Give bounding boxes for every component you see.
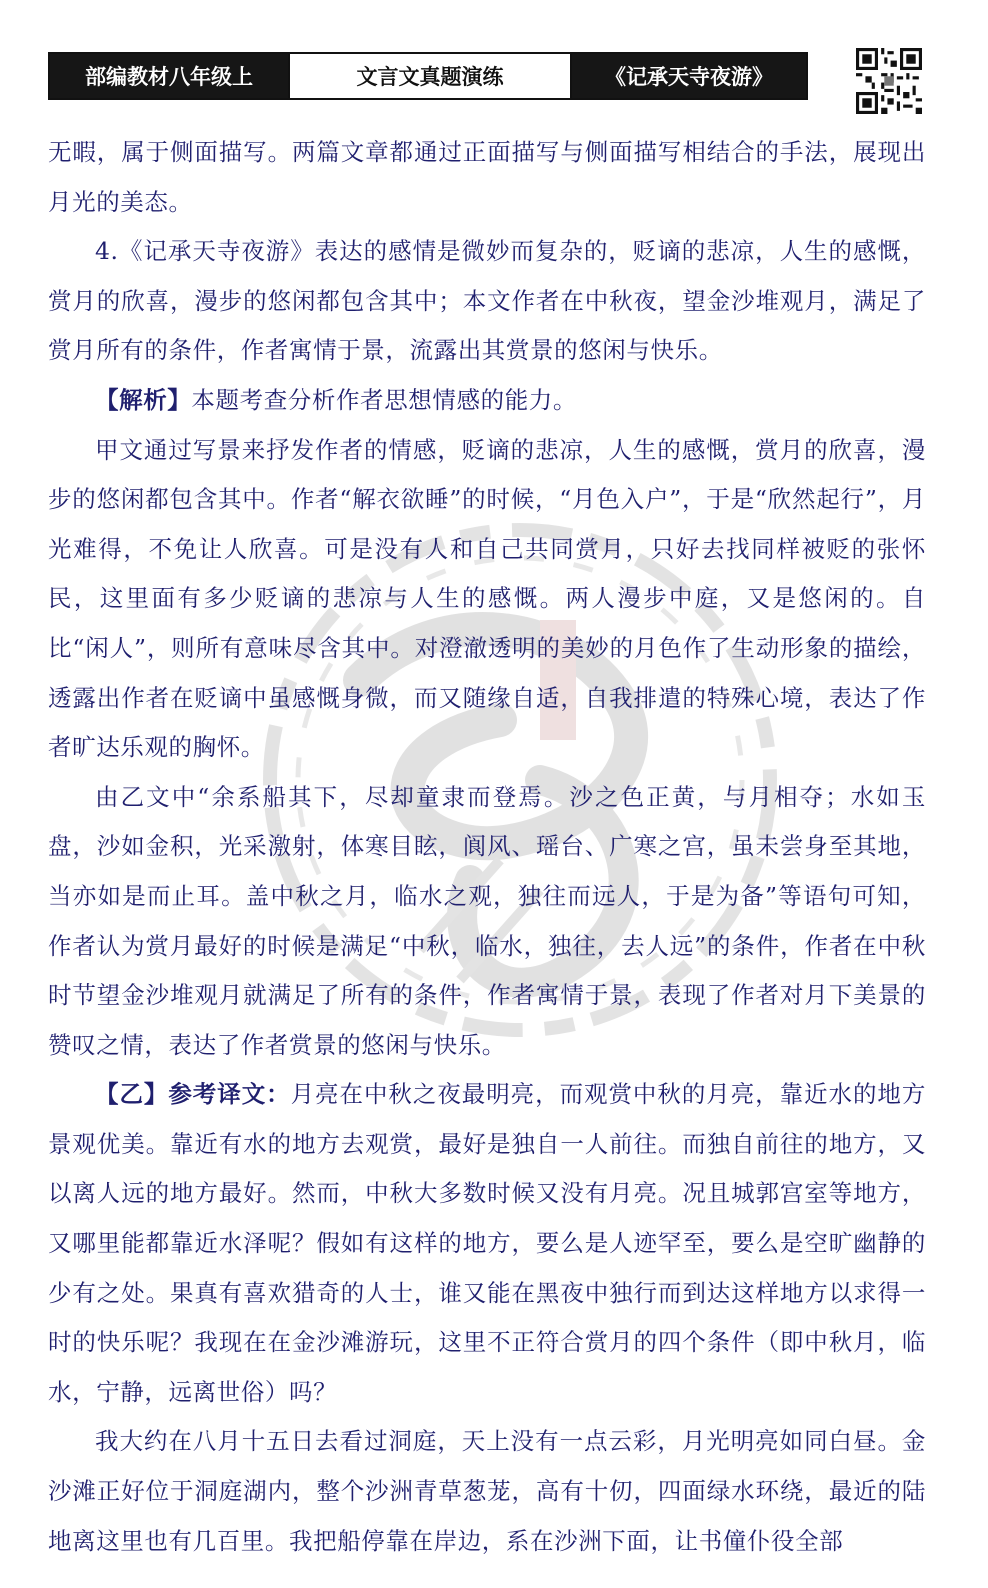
translation-paragraph-2: 我大约在八月十五日去看过洞庭，天上没有一点云彩，月光明亮如同白昼。金沙滩正好位于洞庭湖内，整个沙洲青草葱茏，高有十仞，四面绿水环绕，最近的陆地离这里也有几百里。我把船停靠在岸边，系在沙洲下面，让书僮仆役全部 (48, 1427, 926, 1555)
translation-text: 月亮在中秋之夜最明亮，而观赏中秋的月亮，靠近水的地方景观优美。靠近有水的地方去观赏，最好是独自一人前往。而独自前往的地方，又以离人远的地方最好。然而，中秋大多数时候又没有月亮。况且城郭宫室等地方，又哪里能都靠近水泽呢？假如有这样的地方，要么是人迹罕至，要么是空旷幽静的少有之处。果真有喜欢猎奇的人士，谁又能在黑夜中独行而到达这样地方以求得一时的快乐呢？我现在在金沙滩游玩，这里不正符合赏月的四个条件（即中秋月，临水，宁静，远离世俗）吗？ (48, 1080, 926, 1406)
analysis-tag: 【解析】 (95, 385, 192, 414)
analysis-text: 本题考查分析作者思想情感的能力。 (191, 385, 578, 414)
qr-code-icon (856, 48, 922, 114)
document-body (48, 128, 926, 1566)
header-title-label: 《记承天寺夜游》 (572, 54, 806, 98)
translation-paragraph (48, 1070, 926, 1417)
header-section-label: 文言文真题演练 (288, 54, 572, 98)
paragraph-continuation: 无暇，属于侧面描写。两篇文章都通过正面描写与侧面描写相结合的手法，展现出月光的美态。 (48, 138, 926, 216)
header-textbook-label: 部编教材八年级上 (50, 54, 288, 98)
answer-4: 4.《记承天寺夜游》表达的感情是微妙而复杂的，贬谪的悲凉，人生的感慨，赏月的欣喜，漫步的悠闲都包含其中；本文作者在中秋夜，望金沙堆观月，满足了赏月所有的条件，作者寓情于景，流露出其赏景的悠闲与快乐。 (48, 237, 926, 365)
page-header (48, 52, 808, 100)
analysis-yi-paragraph: 由乙文中“余系船其下，尽却童隶而登焉。沙之色正黄，与月相夺；水如玉盘，沙如金积，光采激射，体寒目眩，阆风、瑶台、广寒之宫，虽未尝身至其地，当亦如是而止耳。盖中秋之月，临水之观，独往而远人，于是为备”等语句可知，作者认为赏月最好的时候是满足“中秋，临水，独往，去人远”的条件，作者在中秋时节望金沙堆观月就满足了所有的条件，作者寓情于景，表现了作者对月下美景的赞叹之情，表达了作者赏景的悠闲与快乐。 (48, 782, 926, 1059)
translation-tag: 【乙】参考译文： (95, 1080, 291, 1109)
analysis-paragraph (48, 376, 926, 426)
analysis-jia-paragraph: 甲文通过写景来抒发作者的情感，贬谪的悲凉，人生的感慨，赏月的欣喜，漫步的悠闲都包含其中。作者“解衣欲睡”的时候，“月色入户”，于是“欣然起行”，月光难得，不免让人欣喜。可是没有人和自己共同赏月，只好去找同样被贬的张怀民，这里面有多少贬谪的悲凉与人生的感慨。两人漫步中庭，又是悠闲的。自比“闲人”，则所有意味尽含其中。对澄澈透明的美妙的月色作了生动形象的描绘，透露出作者在贬谪中虽感慨身微，而又随缘自适，自我排遣的特殊心境，表达了作者旷达乐观的胸怀。 (48, 435, 926, 762)
